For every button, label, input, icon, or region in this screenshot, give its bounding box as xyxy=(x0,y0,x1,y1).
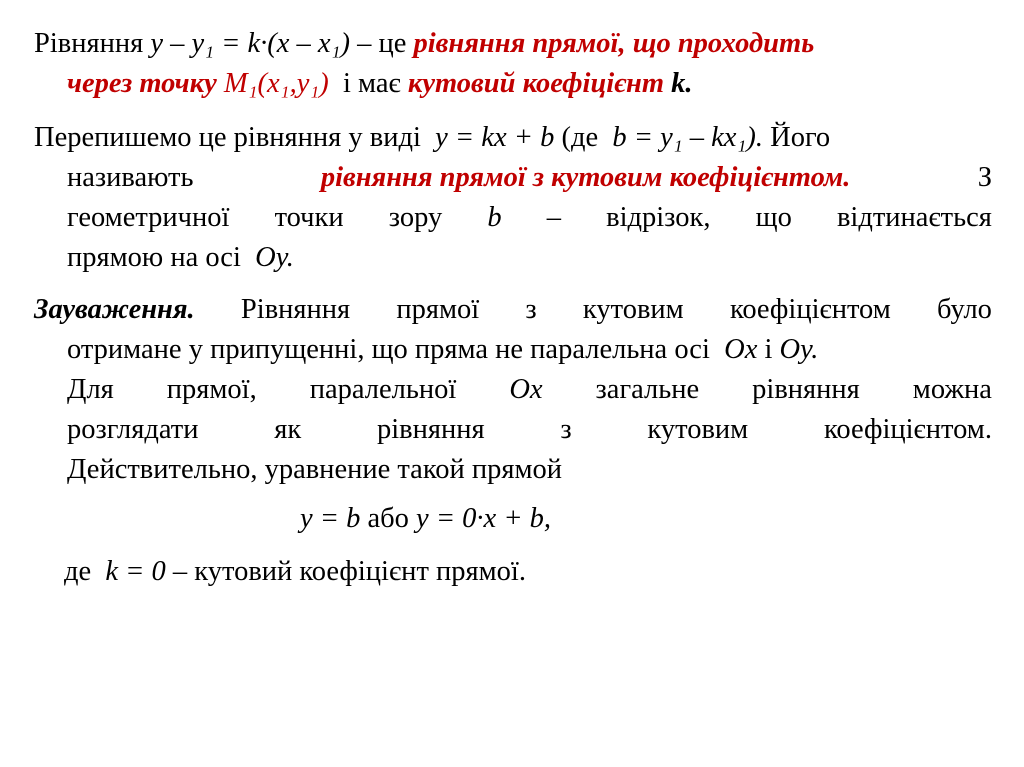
p2-l4-text: прямою на осі xyxy=(67,242,241,273)
p3-l4-w3: з xyxy=(560,414,572,445)
p3-l4-w4: кутовим xyxy=(647,414,749,445)
p3-title: Зауваження. xyxy=(34,294,195,325)
final-de: де xyxy=(64,556,92,587)
p3-line1 xyxy=(34,290,992,330)
formula-line xyxy=(300,499,551,539)
p2-line3 xyxy=(34,198,992,238)
p3-line3 xyxy=(34,370,992,410)
p3-l1-w1: прямої xyxy=(396,294,480,325)
p3-l4-w5: коефіцієнтом. xyxy=(823,414,992,445)
p1-line2 xyxy=(34,64,992,104)
p3-l4-w2: рівняння xyxy=(376,414,485,445)
p3-l2-ox: Ox xyxy=(724,334,758,365)
p3-l1-w2: з xyxy=(525,294,537,325)
p3-l3-w6: можна xyxy=(912,374,992,405)
p2-l4-axis: Oy. xyxy=(255,242,294,273)
p2-line2 xyxy=(34,158,992,198)
p2-l1-text: Перепишемо це рівняння у виді xyxy=(34,122,421,153)
p3-l3-w3: Ox xyxy=(509,374,543,405)
paragraph-slope-form xyxy=(34,118,992,278)
p1-red-phrase: рівняння прямої, що проходить xyxy=(413,28,815,59)
p1-red-point-label: через точку xyxy=(67,68,217,99)
paragraph-remark xyxy=(34,290,992,490)
p2-l3-w5: відрізок, xyxy=(606,202,711,233)
formula-eq1: y = b xyxy=(300,503,361,534)
p1-k: k. xyxy=(671,68,693,99)
p1-dash: – це xyxy=(357,28,407,59)
p2-l3-w3: b xyxy=(487,202,502,233)
p1-mid: і має xyxy=(343,68,401,99)
p2-l2-start: називають xyxy=(67,162,194,193)
p3-l3-w2: паралельної xyxy=(309,374,457,405)
final-rest: – кутовий коефіцієнт прямої. xyxy=(172,556,526,587)
p3-l2-i: і xyxy=(764,334,773,365)
final-eq: k = 0 xyxy=(105,556,166,587)
p3-l4-w0: розглядати xyxy=(67,414,199,445)
p3-line5 xyxy=(34,450,992,490)
final-line xyxy=(64,552,526,592)
p3-l1-w0: Рівняння xyxy=(240,294,351,325)
p3-l1-w4: коефіцієнтом xyxy=(729,294,891,325)
p3-l2-text: отримане у припущенні, що пряма не паралельна осі xyxy=(67,334,710,365)
p3-l2-oy: Oy. xyxy=(779,334,819,365)
p2-l3-w0: геометричної xyxy=(67,202,230,233)
p2-l2-red: рівняння прямої з кутовим коефіцієнтом. xyxy=(320,162,851,193)
p3-l5-text: Действительно, уравнение такой прямой xyxy=(67,454,562,485)
p1-red-slope: кутовий коефіцієнт xyxy=(407,68,665,99)
p1-point: M₁(x₁,y₁) xyxy=(223,68,329,99)
p3-l1-w3: кутовим xyxy=(582,294,684,325)
p2-l3-w2: зору xyxy=(388,202,443,233)
p2-line1 xyxy=(34,118,992,158)
formula-abo: або xyxy=(367,503,409,534)
p2-l3-w6: що xyxy=(755,202,792,233)
p3-line4 xyxy=(34,410,992,450)
p3-l3-w4: загальне xyxy=(595,374,700,405)
p3-l3-w0: Для xyxy=(67,374,114,405)
p1-line1 xyxy=(34,24,992,64)
p2-l3-w1: точки xyxy=(274,202,344,233)
formula-eq2: y = 0·x + b, xyxy=(416,503,552,534)
p3-line2 xyxy=(34,330,992,370)
p2-line4 xyxy=(34,238,992,278)
p2-l1-de: (де xyxy=(561,122,599,153)
p2-l1-eq2: b = y₁ – kx₁). xyxy=(612,122,763,153)
p1-word: Рівняння xyxy=(34,28,144,59)
p2-l2-end: З xyxy=(977,162,992,193)
p2-l3-w7: відтинається xyxy=(836,202,992,233)
p3-l3-w1: прямої, xyxy=(166,374,257,405)
p1-equation: y – y₁ = k·(x – x₁) xyxy=(150,28,350,59)
p2-l1-end: Його xyxy=(770,122,831,153)
p2-l1-eq: y = kx + b xyxy=(435,122,555,153)
paragraph-line-equation xyxy=(34,24,992,104)
p3-l3-w5: рівняння xyxy=(752,374,860,405)
p2-l3-w4: – xyxy=(546,202,561,233)
p3-l4-w1: як xyxy=(274,414,302,445)
p3-l1-w5: було xyxy=(937,294,992,325)
